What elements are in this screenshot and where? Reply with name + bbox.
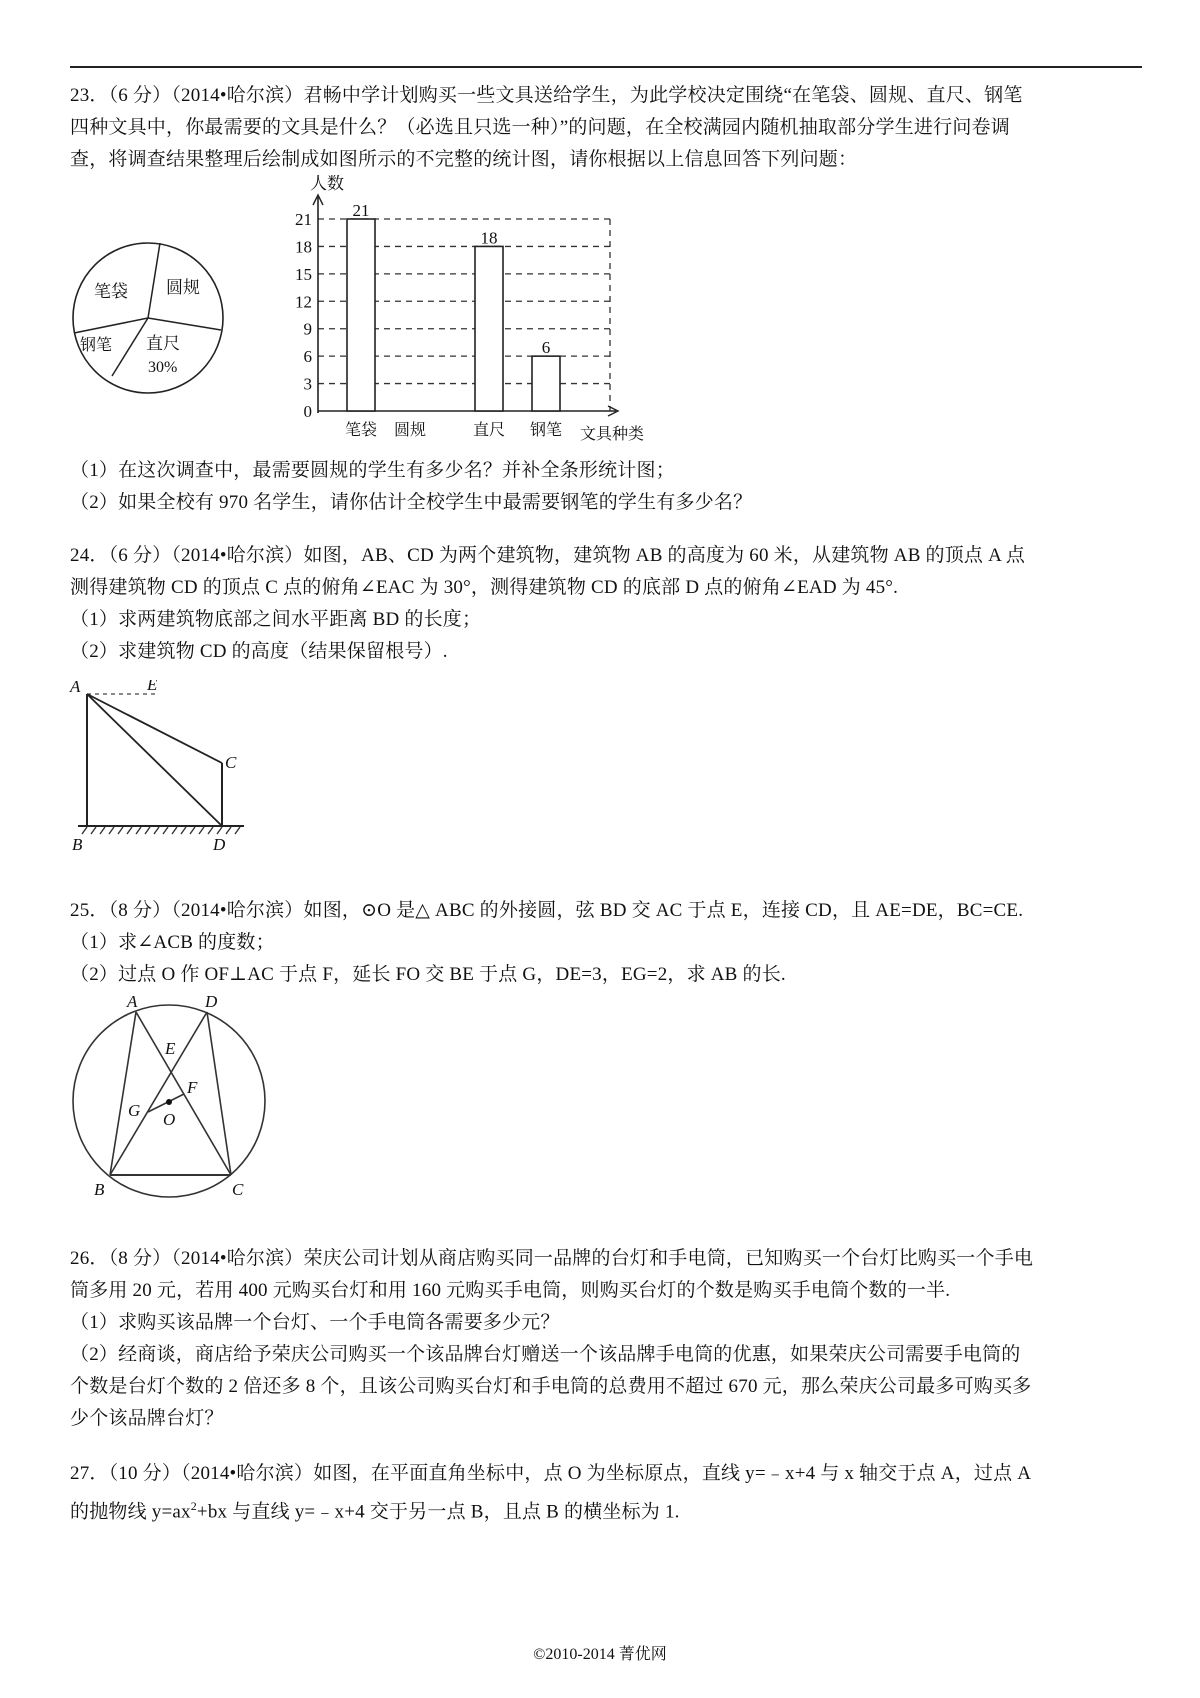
question-23-subquestions — [70, 455, 1150, 519]
label-A: A — [127, 992, 138, 1011]
pie-chart — [60, 225, 260, 415]
question-26-stem — [70, 1243, 1150, 1435]
hatch-mark — [82, 827, 87, 834]
q24-line: 24．（6 分）（2014•哈尔滨）如图，AB、CD 为两个建筑物，建筑物 AB 的高度为 60 米，从建筑物 AB 的顶点 A 点 — [70, 545, 1026, 566]
hatch-mark — [136, 827, 141, 834]
q27-line-2 — [70, 1490, 1150, 1528]
q27-exponent: 2 — [190, 1499, 197, 1513]
ground-hatching — [82, 827, 240, 834]
pie-slice-boundary — [74, 318, 148, 333]
q23-line: 查，将调查结果整理后绘制成如图所示的不完整的统计图，请你根据以上信息回答下列问题： — [70, 149, 858, 170]
pie-label-bidai: 笔袋 — [94, 282, 128, 301]
label-C: C — [232, 1180, 244, 1199]
label-B: B — [94, 1180, 105, 1199]
x-category-label: 笔袋 — [344, 422, 378, 439]
y-tick-label: 12 — [295, 292, 312, 312]
y-tick-label: 6 — [303, 347, 312, 367]
label-O: O — [163, 1110, 176, 1129]
q27-line-1: 27．（10 分）（2014•哈尔滨）如图，在平面直角坐标中，点 O 为坐标原点，直线 y=﹣x+4 与 x 轴交于点 A，过点 A — [70, 1463, 1032, 1484]
pie-label-yuangui: 圆规 — [166, 278, 200, 297]
hatch-mark — [217, 827, 222, 834]
label-B: B — [72, 835, 83, 854]
hatch-mark — [163, 827, 168, 834]
x-axis-title: 文具种类 — [580, 426, 645, 443]
y-tick-label: 3 — [303, 374, 312, 394]
hatch-mark — [100, 827, 105, 834]
hatch-mark — [127, 827, 132, 834]
hatch-mark — [118, 827, 123, 834]
q23-line: 23．（6 分）（2014•哈尔滨）君畅中学计划购买一些文具送给学生，为此学校决定围绕“在笔袋、圆规、直尺、钢笔 — [70, 85, 1023, 106]
header-rule — [70, 66, 1142, 68]
hatch-mark — [190, 827, 195, 834]
bar-value-label: 18 — [480, 228, 498, 248]
y-tick-label: 15 — [295, 264, 312, 284]
hatch-mark — [199, 827, 204, 834]
label-E: E — [165, 1039, 176, 1058]
label-C: C — [225, 753, 237, 772]
q26-sub-2: （2）经商谈，商店给予荣庆公司购买一个该品牌台灯赠送一个该品牌手电筒的优惠，如果荣庆公司需要手电筒的 — [70, 1344, 1021, 1365]
pie-label-zhichi: 直尺 — [146, 334, 180, 353]
x-category-label: 直尺 — [472, 422, 506, 439]
x-category-label: 圆规 — [393, 422, 427, 439]
hatch-mark — [235, 827, 240, 834]
label-D: D — [213, 835, 226, 854]
footer-copyright: ©2010-2014 菁优网 — [533, 1646, 667, 1663]
bar-value-label: 21 — [352, 201, 370, 220]
hatch-mark — [109, 827, 114, 834]
label-D: D — [205, 992, 218, 1011]
q25-sub-2: （2）过点 O 作 OF⊥AC 于点 F，延长 FO 交 BE 于点 G，DE=3，EG=2，求 AB 的长. — [70, 964, 786, 985]
hatch-mark — [145, 827, 150, 834]
hatch-mark — [91, 827, 96, 834]
q25-sub-1: （1）求∠ACB 的度数； — [70, 932, 275, 953]
question-23-stem — [70, 80, 1150, 176]
bar-0 — [347, 219, 375, 411]
q27-line-2a: 的抛物线 y=ax — [70, 1501, 191, 1523]
pie-slice-boundary — [112, 318, 148, 376]
q24-sub-1: （1）求两建筑物底部之间水平距离 BD 的长度； — [70, 609, 482, 630]
segment-AD — [87, 694, 222, 826]
bar-3 — [532, 356, 560, 411]
q23-sub-1: （1）在这次调查中，最需要圆规的学生有多少名？并补全条形统计图； — [70, 460, 675, 481]
pie-slice-boundary — [148, 318, 221, 330]
hatch-mark — [208, 827, 213, 834]
question-27-stem — [70, 1458, 1150, 1528]
q26-sub-2-cont: 个数是台灯个数的 2 倍还多 8 个，且该公司购买台灯和手电筒的总费用不超过 670 元，那么荣庆公司最多可购买多 — [70, 1376, 1032, 1397]
bar-chart — [270, 175, 670, 445]
label-E: E — [147, 680, 158, 694]
q26-line: 26．（8 分）（2014•哈尔滨）荣庆公司计划从商店购买同一品牌的台灯和手电筒，已知购买一个台灯比购买一个手电 — [70, 1248, 1034, 1269]
label-A: A — [70, 680, 81, 696]
segment-AC — [87, 694, 222, 763]
hatch-mark — [172, 827, 177, 834]
hatch-mark — [181, 827, 186, 834]
chord-DC — [207, 1012, 231, 1175]
y-tick-label: 18 — [295, 237, 312, 257]
q23-sub-2: （2）如果全校有 970 名学生，请你估计全校学生中最需要钢笔的学生有多少名？ — [70, 492, 753, 513]
q27-line-2b: +bx 与直线 y=﹣x+4 交于另一点 B，且点 B 的横坐标为 1. — [196, 1501, 680, 1523]
question-25-stem — [70, 895, 1150, 991]
hatch-mark — [154, 827, 159, 834]
y-axis-title: 人数 — [310, 175, 344, 193]
pie-label-gangbi: 钢笔 — [80, 337, 113, 354]
q26-line: 筒多用 20 元，若用 400 元购买台灯和用 160 元购买手电筒，则购买台灯的个数是购买手电筒个数的一半. — [70, 1280, 951, 1301]
y-tick-label: 9 — [303, 319, 312, 339]
q26-sub-2-cont: 少个该品牌台灯？ — [70, 1408, 224, 1429]
y-tick-label: 21 — [295, 210, 312, 229]
pie-slice-boundary — [148, 243, 160, 318]
bar-2 — [475, 246, 503, 411]
q26-sub-1: （1）求购买该品牌一个台灯、一个手电筒各需要多少元？ — [70, 1312, 560, 1333]
hatch-mark — [226, 827, 231, 834]
y-tick-label: 0 — [303, 402, 312, 421]
label-G: G — [128, 1101, 141, 1120]
circle-figure — [60, 985, 300, 1210]
label-F: F — [187, 1078, 198, 1097]
q23-line: 四种文具中，你最需要的文具是什么？（必选且只选一种）”的问题，在全校满园内随机抽取部分学生进行问卷调 — [70, 117, 1010, 138]
x-category-label: 钢笔 — [529, 422, 563, 439]
q24-line: 测得建筑物 CD 的顶点 C 点的俯角∠EAC 为 30°，测得建筑物 CD 的底部 D 点的俯角∠EAD 为 45°. — [70, 577, 899, 598]
center-O-dot — [166, 1099, 172, 1105]
buildings-figure — [60, 680, 260, 870]
chord-AB — [110, 1012, 136, 1175]
bar-value-label: 6 — [541, 338, 551, 358]
pie-label-zhichi-percent: 30% — [148, 359, 178, 376]
question-24-stem — [70, 540, 1150, 668]
q24-sub-2: （2）求建筑物 CD 的高度（结果保留根号）. — [70, 641, 448, 662]
q25-line: 25．（8 分）（2014•哈尔滨）如图，⊙O 是△ ABC 的外接圆，弦 BD 交 AC 于点 E，连接 CD，且 AE=DE，BC=CE. — [70, 900, 1024, 921]
